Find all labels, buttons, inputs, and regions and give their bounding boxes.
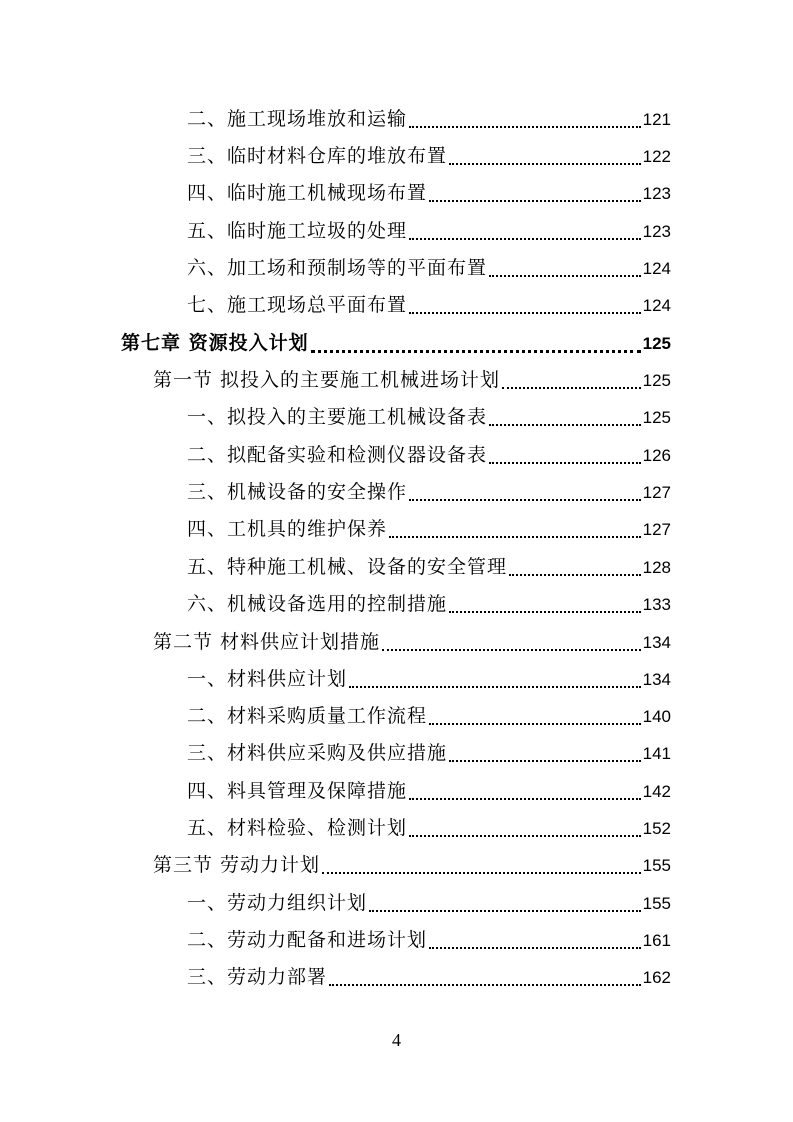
- dot-leader: [369, 910, 641, 912]
- toc-entry-label: 三、材料供应采购及供应措施: [187, 742, 448, 764]
- toc-entry-label: 四、工机具的维护保养: [187, 518, 388, 540]
- toc-entry[interactable]: [187, 589, 671, 619]
- toc-entry-label: 四、料具管理及保障措施: [187, 780, 408, 802]
- toc-entry[interactable]: [187, 440, 671, 470]
- dot-leader: [382, 649, 641, 651]
- toc-entry-page: 125: [642, 334, 671, 353]
- toc-entry-page: 140: [642, 707, 671, 726]
- toc-entry-label: 第七章 资源投入计划: [121, 332, 309, 354]
- toc-entry-page: 123: [642, 184, 671, 203]
- toc-entry-label: 六、机械设备选用的控制措施: [187, 593, 448, 615]
- toc-entry-page: 152: [642, 819, 671, 838]
- dot-leader: [389, 536, 641, 538]
- toc-entry[interactable]: [187, 701, 671, 731]
- toc-entry-page: 141: [642, 744, 671, 763]
- dot-leader: [502, 387, 641, 389]
- toc-entry-label: 二、施工现场堆放和运输: [187, 108, 408, 130]
- dot-leader: [509, 574, 641, 576]
- page-number: 4: [392, 1030, 401, 1050]
- dot-leader: [429, 723, 641, 725]
- toc-entry-page: 162: [642, 968, 671, 987]
- toc-entry[interactable]: [187, 738, 671, 768]
- toc-entry-label: 三、劳动力部署: [187, 966, 328, 988]
- toc-entry-page: 124: [642, 259, 671, 278]
- toc-entry[interactable]: [187, 402, 671, 432]
- toc-entry-label: 二、劳动力配备和进场计划: [187, 929, 428, 951]
- toc-entry-page: 128: [642, 558, 671, 577]
- toc-entry[interactable]: [187, 962, 671, 992]
- toc-entry[interactable]: [187, 141, 671, 171]
- dot-leader: [409, 499, 641, 501]
- toc-chapter-entry[interactable]: [121, 328, 671, 358]
- toc-entry-page: 121: [642, 110, 671, 129]
- toc-entry-page: 125: [642, 408, 671, 427]
- toc-entry-label: 第二节 材料供应计划措施: [153, 631, 381, 653]
- toc-entry-page: 124: [642, 296, 671, 315]
- toc-entry-label: 四、临时施工机械现场布置: [187, 182, 428, 204]
- dot-leader: [409, 126, 641, 128]
- dot-leader: [311, 350, 641, 353]
- toc-entry[interactable]: [187, 216, 671, 246]
- toc-entry-page: 127: [642, 520, 671, 539]
- dot-leader: [429, 200, 641, 202]
- toc-section-entry[interactable]: [153, 365, 671, 395]
- dot-leader: [489, 424, 641, 426]
- toc-entry[interactable]: [187, 552, 671, 582]
- toc-entry[interactable]: [187, 813, 671, 843]
- toc-entry-label: 一、材料供应计划: [187, 668, 348, 690]
- toc-entry-page: 122: [642, 147, 671, 166]
- toc-entry-label: 一、拟投入的主要施工机械设备表: [187, 406, 488, 428]
- dot-leader: [429, 947, 641, 949]
- toc-entry[interactable]: [187, 776, 671, 806]
- dot-leader: [449, 760, 641, 762]
- toc-entry-label: 五、特种施工机械、设备的安全管理: [187, 556, 508, 578]
- toc-entry-page: 127: [642, 483, 671, 502]
- toc-entry[interactable]: [187, 253, 671, 283]
- toc-entry[interactable]: [187, 888, 671, 918]
- toc-entry-page: 142: [642, 782, 671, 801]
- toc-section-entry[interactable]: [153, 850, 671, 880]
- toc-entry-page: 134: [642, 670, 671, 689]
- toc-entry-label: 六、加工场和预制场等的平面布置: [187, 257, 488, 279]
- toc-entry-label: 五、临时施工垃圾的处理: [187, 220, 408, 242]
- dot-leader: [329, 984, 641, 986]
- dot-leader: [409, 312, 641, 314]
- dot-leader: [349, 686, 641, 688]
- toc-entry-label: 第三节 劳动力计划: [153, 854, 321, 876]
- toc-entry-page: 155: [642, 894, 671, 913]
- toc-entry-page: 133: [642, 595, 671, 614]
- toc-entry-page: 155: [642, 856, 671, 875]
- toc-entry-label: 五、材料检验、检测计划: [187, 817, 408, 839]
- toc-entry[interactable]: [187, 514, 671, 544]
- toc-entry-page: 125: [642, 371, 671, 390]
- toc-entry-page: 161: [642, 931, 671, 950]
- toc-entry-page: 126: [642, 446, 671, 465]
- dot-leader: [409, 238, 641, 240]
- toc-entry[interactable]: [187, 104, 671, 134]
- toc-entry-label: 二、拟配备实验和检测仪器设备表: [187, 444, 488, 466]
- dot-leader: [449, 163, 641, 165]
- dot-leader: [322, 872, 641, 874]
- toc-entry[interactable]: [187, 664, 671, 694]
- toc-section-entry[interactable]: [153, 627, 671, 657]
- toc-entry[interactable]: [187, 178, 671, 208]
- dot-leader: [489, 275, 641, 277]
- toc-entry-label: 七、施工现场总平面布置: [187, 294, 408, 316]
- toc-entry-label: 一、劳动力组织计划: [187, 892, 368, 914]
- toc-entry-page: 123: [642, 222, 671, 241]
- toc-entry-page: 134: [642, 633, 671, 652]
- toc-entry-label: 三、机械设备的安全操作: [187, 481, 408, 503]
- dot-leader: [449, 611, 641, 613]
- toc-entry[interactable]: [187, 477, 671, 507]
- dot-leader: [409, 835, 641, 837]
- toc-entry-label: 二、材料采购质量工作流程: [187, 705, 428, 727]
- toc-entry[interactable]: [187, 925, 671, 955]
- dot-leader: [489, 462, 641, 464]
- toc-entry[interactable]: [187, 290, 671, 320]
- dot-leader: [409, 798, 641, 800]
- toc-entry-label: 第一节 拟投入的主要施工机械进场计划: [153, 369, 501, 391]
- toc-entry-label: 三、临时材料仓库的堆放布置: [187, 145, 448, 167]
